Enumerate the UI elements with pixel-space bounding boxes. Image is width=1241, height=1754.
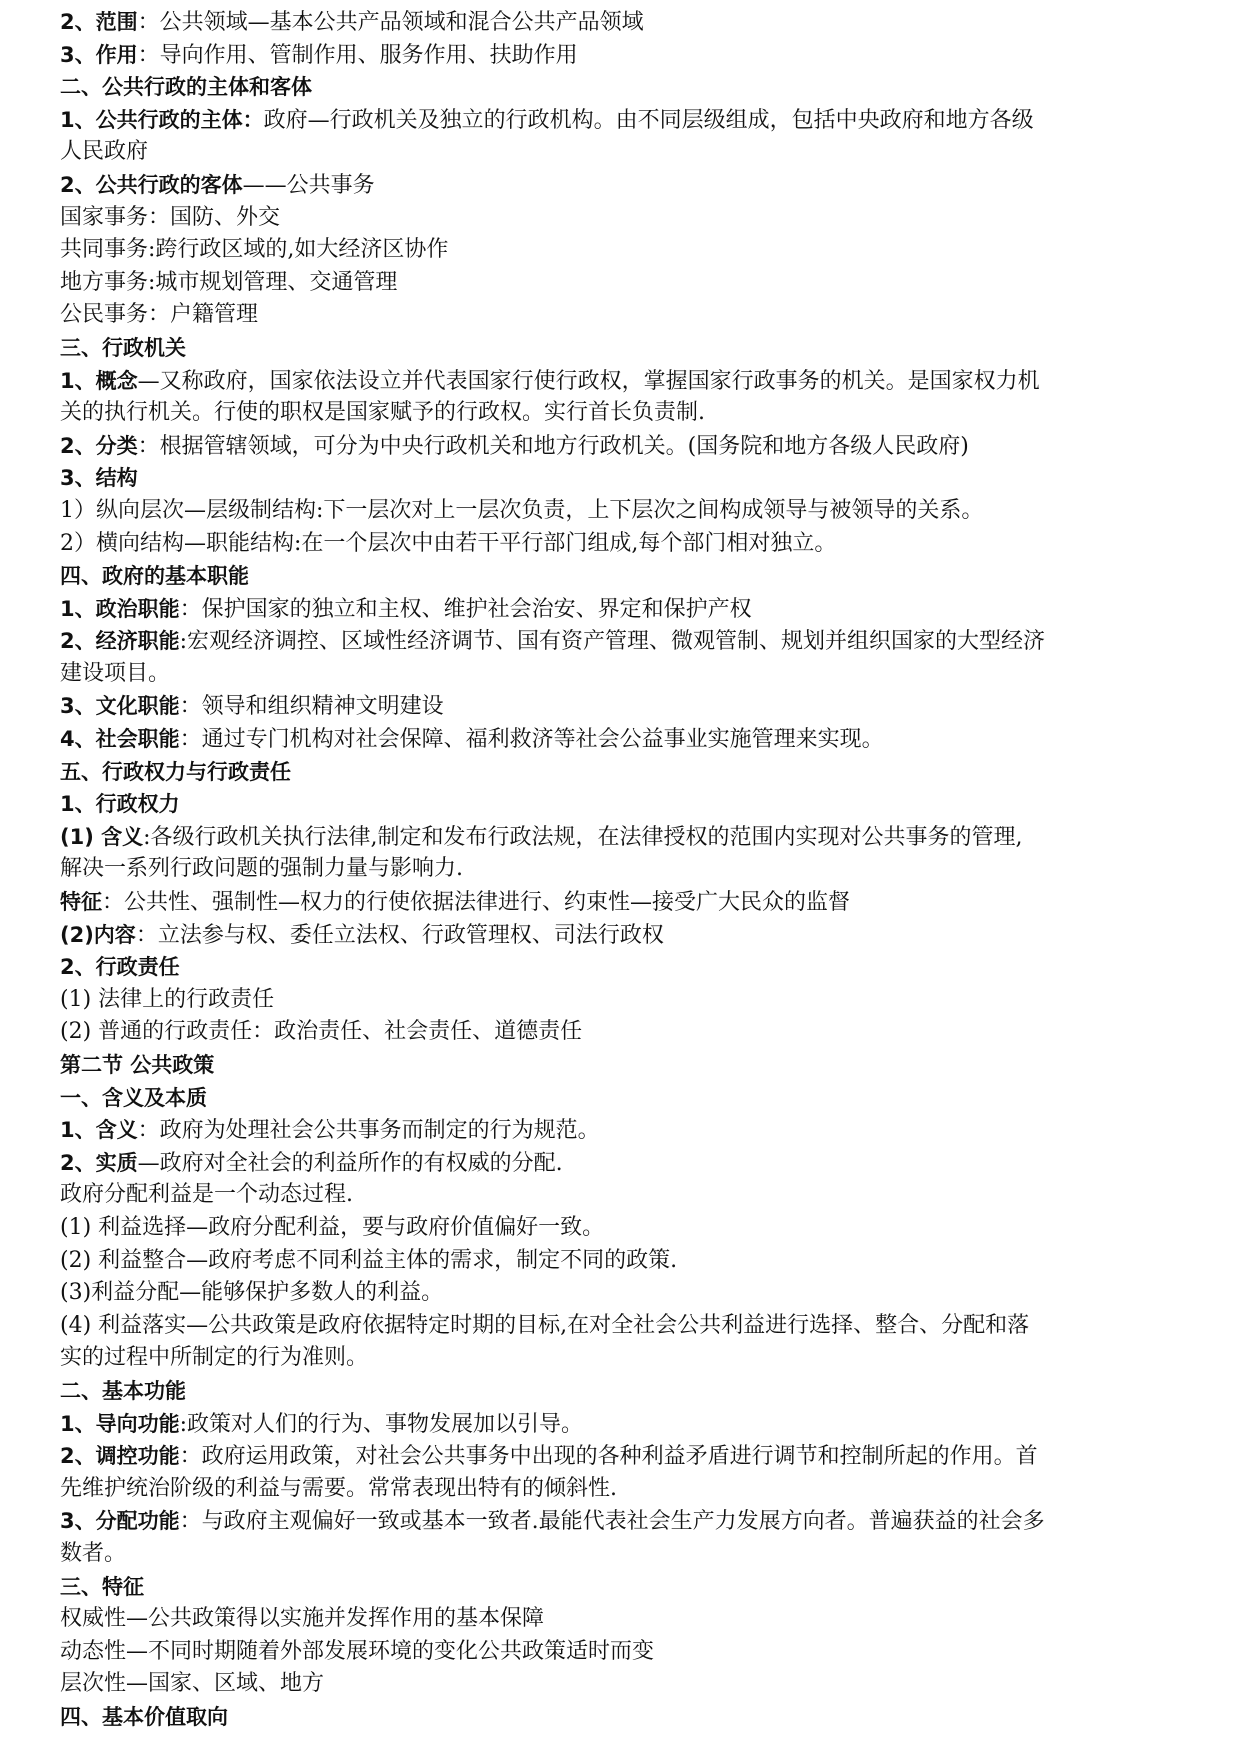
text-line — [60, 6, 1200, 39]
text-line — [60, 397, 1200, 430]
body-text: ：政府为处理社会公共事务而制定的行为规范。 — [137, 1118, 600, 1144]
text-line — [60, 1147, 1200, 1180]
text-line — [60, 821, 1200, 854]
body-text: 人民政府 — [60, 139, 149, 165]
bold-heading: 一、含义及本质 — [60, 1085, 207, 1110]
bold-heading: 2、行政责任 — [60, 955, 180, 980]
body-text: 权威性—公共政策得以实施并发挥作用的基本保障 — [60, 1606, 545, 1632]
body-text: 动态性—不同时期随着外部发展环境的变化公共政策适时而变 — [60, 1638, 655, 1664]
body-text: (2) 利益整合—政府考虑不同利益主体的需求，制定不同的政策. — [60, 1247, 678, 1273]
bold-heading: 1、含义 — [60, 1118, 138, 1143]
text-line — [60, 430, 1200, 463]
text-line — [60, 1636, 1200, 1669]
body-text: (1) 利益选择—政府分配利益，要与政府价值偏好一致。 — [60, 1214, 605, 1240]
body-text: (2) 普通的行政责任：政治责任、社会责任、道德责任 — [60, 1019, 583, 1045]
bold-heading: 三、行政机关 — [60, 335, 186, 360]
text-line — [60, 1473, 1200, 1506]
bold-heading: 二、基本功能 — [60, 1378, 186, 1403]
text-line — [60, 169, 1200, 202]
text-line — [60, 136, 1200, 169]
text-line — [60, 1505, 1200, 1538]
bold-heading: 2、调控功能 — [60, 1444, 180, 1469]
body-text: 建设项目。 — [60, 660, 171, 686]
bold-heading: 1、导向功能 — [60, 1411, 180, 1436]
bold-heading: 1、政治职能 — [60, 596, 180, 621]
body-text: ：与政府主观偏好一致或基本一致者.最能代表社会生产力发展方向者。普遍获益的社会多 — [179, 1509, 1045, 1535]
body-text: 关的执行机关。行使的职权是国家赋予的行政权。实行首长负责制. — [60, 400, 705, 426]
body-text: 共同事务:跨行政区域的,如大经济区协作 — [60, 237, 449, 263]
body-text: ：根据管辖领域，可分为中央行政机关和地方行政机关。(国务院和地方各级人民政府) — [137, 433, 969, 459]
text-line — [60, 886, 1200, 919]
bold-heading: 四、政府的基本职能 — [60, 564, 249, 589]
bold-heading: 二、公共行政的主体和客体 — [60, 75, 312, 100]
body-text: ：公共性、强制性—权力的行使依据法律进行、约束性—接受广大民众的监督 — [102, 890, 851, 916]
text-line — [60, 528, 1200, 561]
bold-heading: 4、社会职能 — [60, 727, 180, 752]
bold-heading: 1、行政权力 — [60, 792, 180, 817]
body-text: 2）横向结构—职能结构:在一个层次中由若干平行部门组成,每个部门相对独立。 — [60, 530, 837, 556]
text-line — [60, 1277, 1200, 1310]
text-line — [60, 39, 1200, 72]
text-line — [60, 560, 1200, 593]
body-text: 先维护统治阶级的利益与需要。常常表现出特有的倾斜性. — [60, 1475, 617, 1501]
text-line — [60, 1016, 1200, 1049]
text-line — [60, 1408, 1200, 1441]
body-text: (4) 利益落实—公共政策是政府依据特定时期的目标,在对全社会公共利益进行选择、整合、分配和落 — [60, 1312, 1030, 1338]
body-text: 数者。 — [60, 1540, 127, 1566]
body-text: 国家事务：国防、外交 — [60, 204, 281, 230]
bold-heading: 3、作用 — [60, 42, 138, 67]
text-line — [60, 1212, 1200, 1245]
bold-heading: 3、文化职能 — [60, 694, 180, 719]
body-text: (3)利益分配—能够保护多数人的利益。 — [60, 1280, 444, 1306]
text-line — [60, 1342, 1200, 1375]
body-text: ：通过专门机构对社会保障、福利救济等社会公益事业实施管理来实现。 — [179, 727, 884, 753]
text-line — [60, 332, 1200, 365]
bold-heading: (2)内容 — [60, 922, 136, 947]
text-line — [60, 658, 1200, 691]
bold-heading: 1、概念 — [60, 368, 138, 393]
body-text: 层次性—国家、区域、地方 — [60, 1671, 325, 1697]
text-line — [60, 788, 1200, 821]
body-text: 解决一系列行政问题的强制力量与影响力. — [60, 856, 463, 882]
text-line — [60, 1310, 1200, 1343]
bold-heading: (1) 含义 — [60, 824, 144, 849]
bold-heading: 2、实质 — [60, 1150, 138, 1175]
text-line — [60, 299, 1200, 332]
bold-heading: 3、分配功能 — [60, 1509, 180, 1534]
text-line — [60, 919, 1200, 952]
body-text: —政府对全社会的利益所作的有权威的分配. — [137, 1150, 563, 1176]
body-text: :政策对人们的行为、事物发展加以引导。 — [179, 1411, 584, 1437]
bold-heading: 2、公共行政的客体 — [60, 172, 243, 197]
text-line — [60, 1440, 1200, 1473]
body-text: :宏观经济调控、区域性经济调节、国有资产管理、微观管制、规划并组织国家的大型经济 — [179, 629, 1046, 655]
text-line — [60, 104, 1200, 137]
text-line — [60, 951, 1200, 984]
text-line — [60, 1114, 1200, 1147]
text-line — [60, 495, 1200, 528]
body-text: 1）纵向层次—层级制结构:下一层次对上一层次负责，上下层次之间构成领导与被领导的关系。 — [60, 497, 984, 523]
body-text: ：保护国家的独立和主权、维护社会治安、界定和保护产权 — [179, 596, 752, 622]
bold-heading: 三、特征 — [60, 1574, 144, 1599]
body-text: ：导向作用、管制作用、服务作用、扶助作用 — [137, 42, 578, 68]
text-line — [60, 234, 1200, 267]
text-line — [60, 1668, 1200, 1701]
text-line — [60, 267, 1200, 300]
text-line — [60, 1603, 1200, 1636]
body-text: ：政府运用政策，对社会公共事务中出现的各种利益矛盾进行调节和控制所起的作用。首 — [179, 1444, 1038, 1470]
text-line — [60, 723, 1200, 756]
text-line — [60, 1245, 1200, 1278]
text-line — [60, 1179, 1200, 1212]
text-line — [60, 853, 1200, 886]
bold-heading: 1、公共行政的主体： — [60, 107, 264, 132]
body-text: ——公共事务 — [242, 172, 375, 198]
body-text: 政府—行政机关及独立的行政机构。由不同层级组成，包括中央政府和地方各级 — [263, 107, 1034, 133]
text-line — [60, 71, 1200, 104]
bold-heading: 3、结构 — [60, 466, 138, 491]
text-line — [60, 462, 1200, 495]
body-text: 公民事务：户籍管理 — [60, 302, 259, 328]
text-line — [60, 365, 1200, 398]
text-line — [60, 1538, 1200, 1571]
text-line — [60, 593, 1200, 626]
body-text: —又称政府，国家依法设立并代表国家行使行政权，掌握国家行政事务的机关。是国家权力机 — [137, 368, 1040, 394]
body-text: 政府分配利益是一个动态过程. — [60, 1182, 353, 1208]
text-line — [60, 625, 1200, 658]
text-line — [60, 1049, 1200, 1082]
document-body — [60, 6, 1200, 1733]
text-line — [60, 1701, 1200, 1734]
body-text: :各级行政机关执行法律,制定和发布行政法规，在法律授权的范围内实现对公共事务的管理, — [143, 824, 1023, 850]
body-text: ：领导和组织精神文明建设 — [179, 694, 444, 720]
bold-heading: 2、范围 — [60, 10, 138, 34]
body-text: ：公共领域—基本公共产品领域和混合公共产品领域 — [137, 10, 644, 35]
text-line — [60, 1375, 1200, 1408]
body-text: 实的过程中所制定的行为准则。 — [60, 1345, 369, 1371]
body-text: 地方事务:城市规划管理、交通管理 — [60, 269, 398, 295]
body-text: (1) 法律上的行政责任 — [60, 986, 275, 1012]
bold-heading: 四、基本价值取向 — [60, 1704, 228, 1729]
bold-heading: 五、行政权力与行政责任 — [60, 759, 291, 784]
bold-heading: 2、经济职能 — [60, 629, 180, 654]
text-line — [60, 756, 1200, 789]
text-line — [60, 1571, 1200, 1604]
body-text: ：立法参与权、委任立法权、行政管理权、司法行政权 — [135, 922, 664, 948]
bold-heading: 第二节 公共政策 — [60, 1053, 215, 1077]
bold-heading: 2、分类 — [60, 433, 138, 458]
text-line — [60, 202, 1200, 235]
bold-heading: 特征 — [60, 890, 102, 915]
text-line — [60, 984, 1200, 1017]
text-line — [60, 1082, 1200, 1115]
text-line — [60, 690, 1200, 723]
